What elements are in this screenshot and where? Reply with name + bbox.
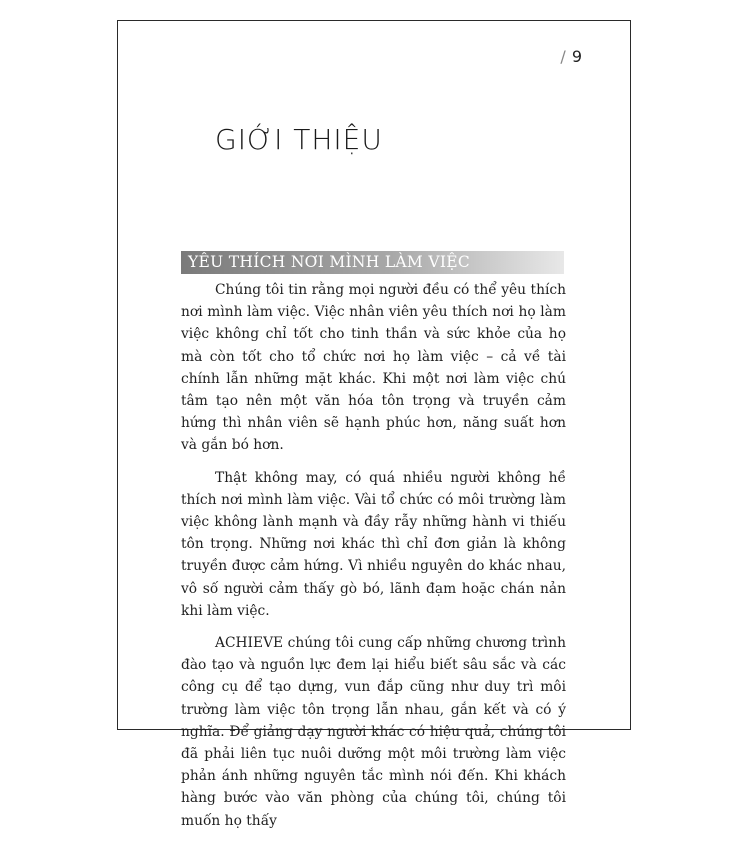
page-number-prefix: / (560, 47, 566, 66)
paragraph-2: Thật không may, có quá nhiều người không hề thích nơi mình làm việc. Vài tổ chức có môi trường làm việc không lành mạnh và đầy rẫy những hành vi thiếu tôn trọng. Những nơi khác thì chỉ đơn giản là không truyền được cảm hứng. Vì nhiều nguyên do khác nhau, vô số người cảm thấy gò bó, lãnh đạm hoặc chán nản khi làm việc. (181, 469, 566, 619)
book-page (117, 20, 631, 829)
body-text (181, 279, 566, 842)
paragraph-3: ACHIEVE chúng tôi cung cấp những chương trình đào tạo và nguồn lực đem lại hiểu biết sâu sắc và các công cụ để tạo dựng, vun đắp cũng như duy trì môi trường làm việc tôn trọng lẫn nhau, gắn kết và có ý nghĩa. Để giảng dạy người khác có hiệu quả, chúng tôi đã phải liên tục nuôi dưỡng một môi trường làm việc phản ánh những nguyên tắc mình nói đến. Khi khách hàng bước vào văn phòng của chúng tôi, chúng tôi muốn họ thấy (181, 635, 566, 829)
page-number (560, 47, 582, 66)
page-number-value: 9 (571, 47, 582, 66)
paragraph-1: Chúng tôi tin rằng mọi người đều có thể yêu thích nơi mình làm việc. Việc nhân viên yêu thích nơi họ làm việc không chỉ tốt cho tinh thần và sức khỏe của họ mà còn tốt cho tổ chức nơi họ làm việc – cả về tài chính lẫn những mặt khác. Khi một nơi làm việc chú tâm tạo nên một văn hóa tôn trọng và truyền cảm hứng thì nhân viên sẽ hạnh phúc hơn, năng suất hơn và gắn bó hơn. (181, 282, 566, 454)
section-title: YÊU THÍCH NƠI MÌNH LÀM VIỆC (188, 253, 471, 271)
chapter-title: GIỚI THIỆU (215, 123, 383, 156)
